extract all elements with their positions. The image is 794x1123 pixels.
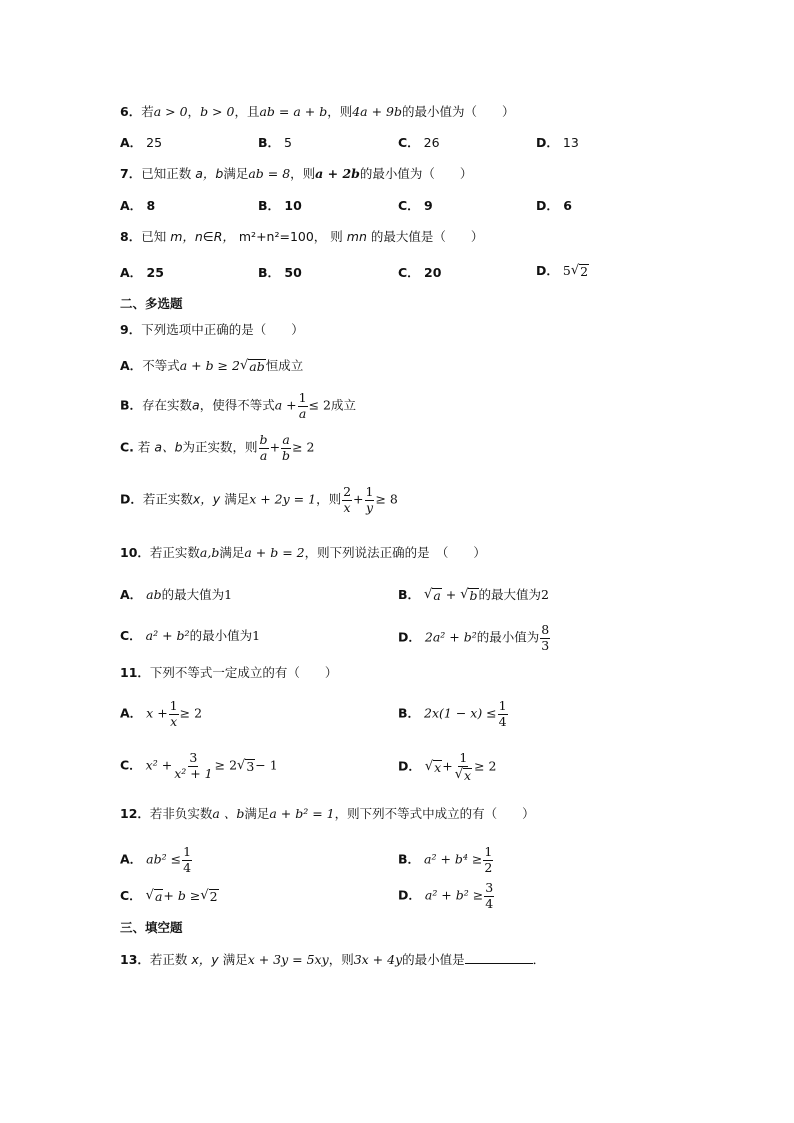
q8-option-c: C． 20: [398, 265, 442, 280]
q10-option-d: D． 2a² + b²的最小值为 $\frac{8}{3}$: [398, 622, 550, 653]
q6-option-c: C． 26: [398, 135, 440, 150]
question-13: 13．若正数 x，y 满足x + 3y = 5xy，则3x + 4y的最小值是 ．: [120, 952, 546, 967]
q12-option-d: D． a² + b² ≥ $\frac{3}{4}$: [398, 880, 494, 911]
question-number: 6．: [120, 104, 142, 119]
q9-option-d: D．若正实数x，y 满足x + 2y = 1，则 $\frac{2}{x}$ + $\frac{1}{y}$ ≥ 8: [120, 484, 398, 515]
q10-option-a: A． ab的最大值为1: [120, 587, 233, 602]
q11-option-b: B． 2x(1 − x) ≤ $\frac{1}{4}$: [398, 698, 507, 729]
q12-option-b: B． a² + b⁴ ≥ $\frac{1}{2}$: [398, 844, 493, 875]
q11-option-a: A． x + $\frac{1}{x}$ ≥ 2: [120, 698, 203, 729]
q10-option-b: B． √ a + √ b 的最大值为2: [398, 587, 549, 604]
q9-option-c: C. 若 a、b为正实数，则 $\frac{b}{a}$ + $\frac{a}{b}$ ≥ 2: [120, 432, 315, 463]
question-9: 9．下列选项中正确的是（ ）: [120, 322, 304, 337]
q11-option-d: D． √ x + 1 √ x ≥ 2: [398, 750, 497, 783]
q8-option-d: D． 5 √ 2: [536, 263, 589, 280]
question-8: 8．已知 m，n∈R， m²+n²=100， 则 mn 的最大值是（ ）: [120, 229, 484, 244]
q7-option-b: B． 10: [258, 198, 302, 213]
q8-option-b: B． 50: [258, 265, 302, 280]
q12-option-c: C． √ a + b ≥ √ 2: [120, 888, 218, 905]
section-heading-fill-in: 三、填空题: [120, 920, 183, 935]
answer-blank[interactable]: [465, 951, 533, 964]
q7-option-c: C． 9: [398, 198, 433, 213]
q10-option-c: C． a² + b²的最小值为1: [120, 628, 261, 643]
question-6: 6．若a > 0，b > 0，且ab = a + b，则4a + 9b的最小值为（ ）: [120, 104, 515, 119]
question-10: 10．若正实数a,b满足a + b = 2，则下列说法正确的是 （ ）: [120, 545, 486, 560]
q6-option-a: A． 25: [120, 135, 163, 150]
q8-option-a: A． 25: [120, 265, 164, 280]
question-11: 11．下列不等式一定成立的有（ ）: [120, 665, 338, 680]
q12-option-a: A． ab² ≤ $\frac{1}{4}$: [120, 844, 192, 875]
q9-option-b: B．存在实数a，使得不等式a + $\frac{1}{a}$ ≤ 2成立: [120, 390, 357, 421]
q6-option-d: D． 13: [536, 135, 579, 150]
q6-option-b: B． 5: [258, 135, 292, 150]
section-heading-multiple-choice: 二、多选题: [120, 296, 183, 311]
q11-option-c: C． x² + $\frac{3}{\text{x² + 1}}$ ≥ 2 √ 3 − 1: [120, 750, 278, 781]
q7-option-d: D． 6: [536, 198, 572, 213]
q7-option-a: A． 8: [120, 198, 156, 213]
question-12: 12．若非负实数a 、b满足a + b² = 1，则下列不等式中成立的有（ ）: [120, 806, 535, 821]
question-7: 7．已知正数 a，b满足ab = 8，则a + 2b的最小值为（ ）: [120, 166, 473, 181]
q9-option-a: A．不等式a + b ≥ 2 √ ab 恒成立: [120, 358, 304, 375]
